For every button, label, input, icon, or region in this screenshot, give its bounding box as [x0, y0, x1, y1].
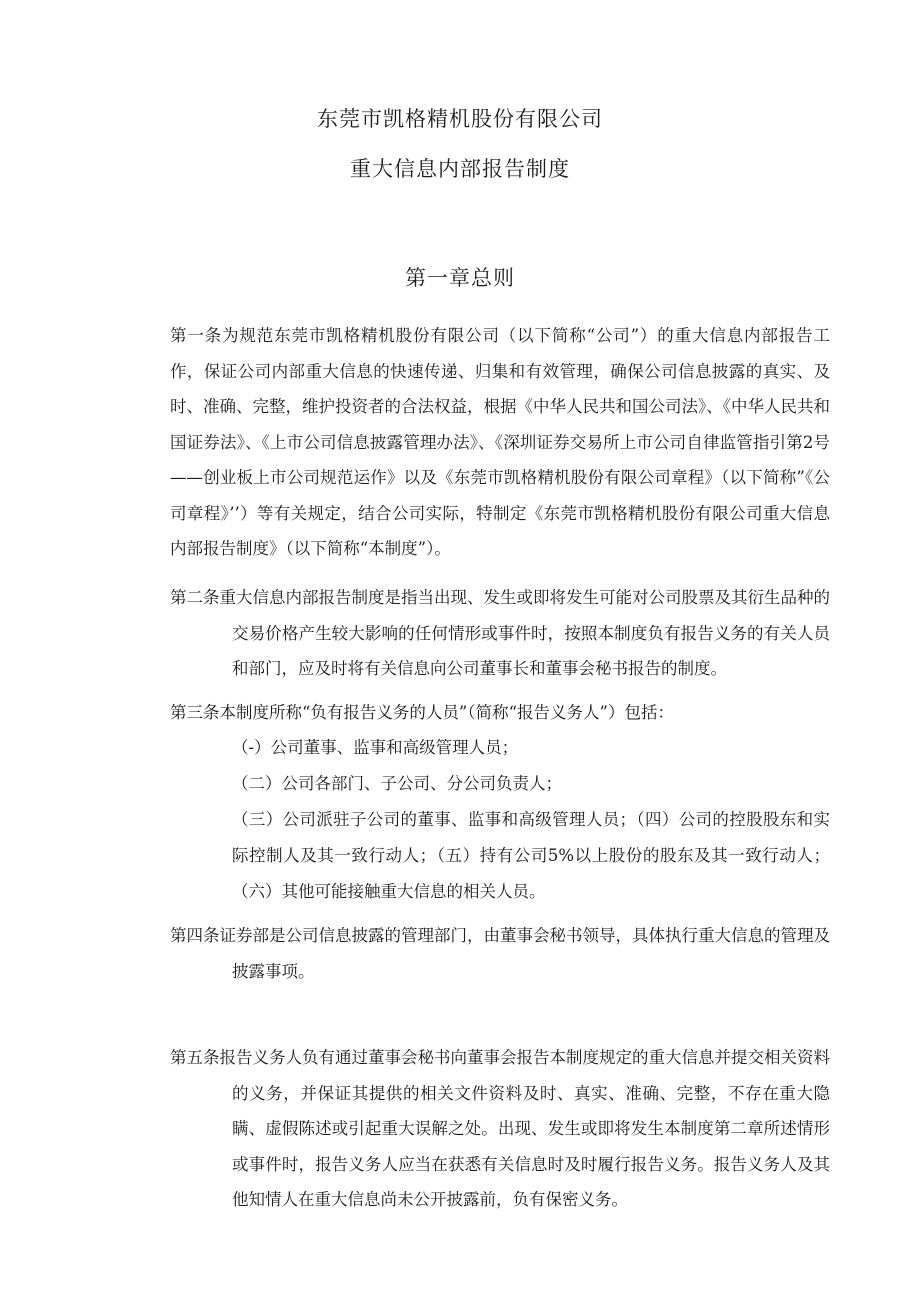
- company-name-heading: 东莞市凯格精机股份有限公司: [317, 107, 603, 131]
- article-3-item-1: （-）公司董事、监事和高级管理人员；: [232, 738, 519, 757]
- article-2: 第二条重大信息内部报告制度是指当出现、发生或即将发生可能对公司股票及其衍生品种的交易价格产生较大影响的任何情形或事件时，按照本制度负有报告义务的有关人员和部门，应及时将有关信息向公司董事长和董事会秘书报告的制度。: [170, 588, 830, 678]
- article-1: 第一条为规范东莞市凯格精机股份有限公司（以下简称“公司”）的重大信息内部报告工作，保证公司内部重大信息的快速传递、归集和有效管理，确保公司信息披露的真实、及时、准确、完整，维护投资者的合法权益，根据《中华人民共和国公司法》、《中华人民共和国证券法》、《上市公司信息披露管理办法》、《深圳证券交易所上市公司自律监管指引第2号——创业板上市公司规范运作》以及《东莞市凯格精机股份有限公司章程》（以下简称”《公司章程》’’）等有关规定，结合公司实际，特制定《东莞市凯格精机股份有限公司重大信息内部报告制度》（以下简称“本制度”）。: [170, 326, 830, 558]
- document-title: 重大信息内部报告制度: [350, 157, 570, 181]
- chapter-heading: 第一章总则: [405, 266, 515, 290]
- article-3-item-3-6: （三）公司派驻子公司的董事、监事和高级管理人员；（四）公司的控股股东和实际控制人及其一致行动人；（五）持有公司5%以上股份的股东及其一致行动人；（六）其他可能接触重大信息的相关人员。: [232, 810, 830, 901]
- article-3-item-2: （二）公司各部门、子公司、分公司负责人；: [232, 774, 562, 793]
- article-3: 第三条本制度所称“负有报告义务的人员”（简称“报告义务人”）包括：: [170, 703, 674, 722]
- article-4: 第四条证券部是公司信息披露的管理部门，由董事会秘书领导，具体执行重大信息的管理及披露事项。: [170, 926, 830, 981]
- article-5: 第五条报告义务人负有通过董事会秘书向董事会报告本制度规定的重大信息并提交相关资料的义务，并保证其提供的相关文件资料及时、真实、准确、完整，不存在重大隐瞒、虚假陈述或引起重大误解之处。出现、发生或即将发生本制度第二章所述情形或事件时，报告义务人应当在获悉有关信息时及时履行报告义务。报告义务人及其他知情人在重大信息尚未公开披露前，负有保密义务。: [170, 1048, 830, 1209]
